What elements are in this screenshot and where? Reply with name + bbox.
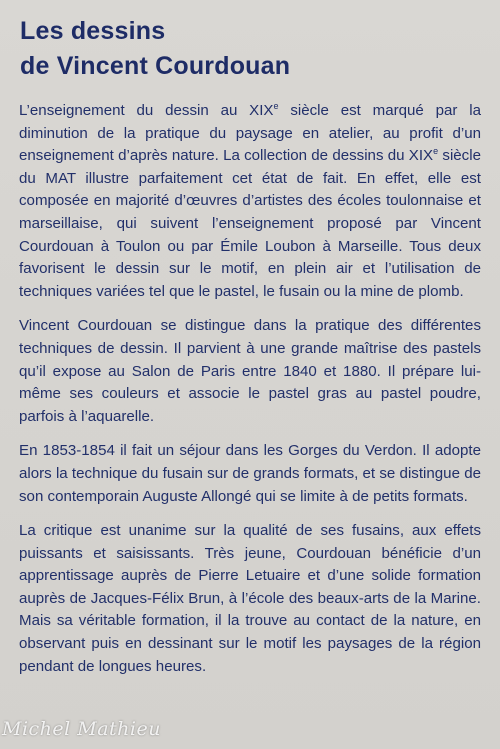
paragraph-3: En 1853-1854 il fait un séjour dans les Gorges du Verdon. Il adopte alors la technique du fusain sur de grands formats, et se distingue de son contemporain Auguste Allongé qui se limite à de petits formats. [19,442,481,505]
paragraph-2: Vincent Courdouan se distingue dans la pratique des différentes techniques de dessin. Il parvient à une grande maîtrise des pastels qu’il expose au Salon de Paris entre 1840 et 1880. Il prépare lui-même ses couleurs et associe le pastel gras au pastel poudre, parfois à l’aquarelle. [19,317,481,425]
paragraph-1-part-a: L’enseignement du dessin au XIX [19,102,274,119]
title-line-2: de Vincent Courdouan [20,52,291,80]
panel-title [20,14,290,84]
title-line-1: Les dessins [20,17,166,45]
superscript-e-1: e [273,100,279,111]
panel-body [19,100,481,690]
paragraph-4: La critique est unanime sur la qualité de ses fusains, aux effets puissants et saisissants. Très jeune, Courdouan bénéficie d’un apprentissage auprès de Pierre Letuaire et d’une solide formation auprès de Jacques-Félix Brun, à l’école des beaux-arts de la Marine. Mais sa véritable formation, il la trouve au contact de la nature, en observant puis en dessinant sur le motif les paysages de la région pendant de longues heures. [19,522,481,675]
paragraph-1-part-b: siècle est marqué par la diminution de la pratique du paysage en atelier, au profit d’un enseignement d’après nature. La collection de dessins du XIX [19,102,481,165]
photographer-watermark: Michel Mathieu [2,718,161,740]
paragraph-1 [19,100,481,303]
paragraph-1-part-c: siècle du MAT illustre parfaitement cet état de fait. En effet, elle est composée en majorité d’œuvres d’artistes des écoles toulonnaise et marseillaise, qui suivent l’enseignement proposé par Vincent Courdouan à Toulon ou par Émile Loubon à Marseille. Tous deux favorisent le dessin sur le motif, en plein air et l’utilisation de techniques variées tel que le pastel, le fusain ou la mine de plomb. [19,147,481,300]
superscript-e-2: e [433,146,439,157]
